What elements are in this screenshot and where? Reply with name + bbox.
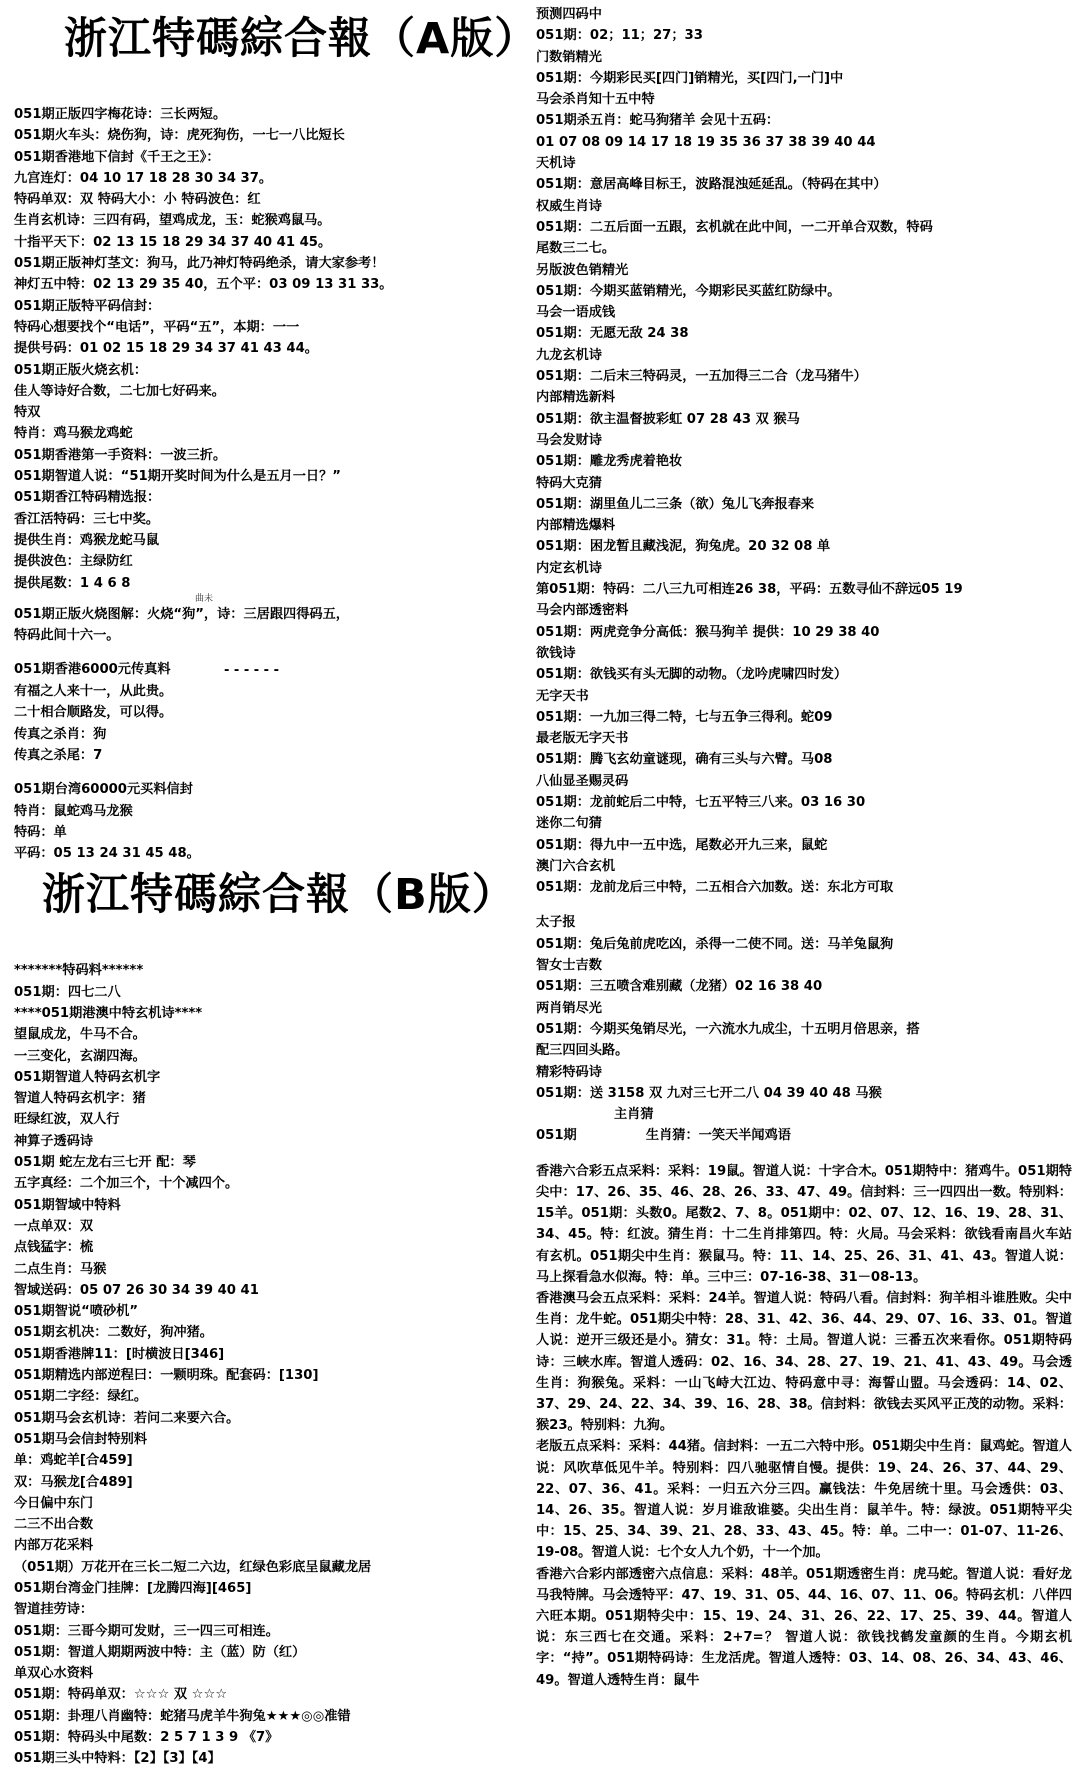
dash-separator: - - - - - -	[224, 663, 280, 679]
text-line: 提供波色：主绿防红	[14, 554, 133, 570]
right-top-section	[536, 0, 1072, 898]
report-paragraph: 香港六合彩五点采料：采料：19鼠。智道人说：十字合木。051期特中：猪鸡牛。051期特尖中：17、26、35、46、28、26、33、47、49。信封料：三一四四出一数。特别料：15羊。051期：头数0。尾数2、7、8。051期中：02、07、12、16、19、28、31、34、45。特：红波。猜生肖：十二生肖排第四。特：火局。马会采料：欲钱看南昌火车站有玄机。051期尖中生肖：猴鼠马。特：11、14、25、26、31、41、43。智道人说：马上探看急水似海。特：单。三中三：07-16-38、31－08-13。	[536, 1163, 1072, 1285]
text-line: 051期：兔后兔前虎吃凶，杀得一二使不同。送：马羊兔鼠狗	[536, 936, 894, 952]
text-line: 051期智说“喷砂机”	[14, 1304, 138, 1320]
edition-b-title: 浙江特碼綜合報（B版）	[42, 870, 516, 921]
edition-a-body	[14, 104, 512, 594]
text-line: 九宫连灯：04 10 17 18 28 30 34 37。	[14, 170, 273, 186]
text-line: 二三不出合数	[14, 1517, 94, 1533]
text-line: 八仙显圣赐灵码	[536, 773, 629, 789]
text-line: 澳门六合玄机	[536, 858, 616, 874]
text-line: 配三四回头路。	[536, 1043, 629, 1059]
text-line: 051期：湖里鱼儿二三条（欲）兔儿飞奔报春来	[536, 496, 815, 512]
text-line: 两肖销尽光	[536, 1000, 602, 1016]
edition-a-fire-section	[14, 604, 512, 647]
text-line: 平码：05 13 24 31 45 48。	[14, 846, 200, 862]
text-line: 单双心水资料	[14, 1666, 94, 1682]
text-line: 精彩特码诗	[536, 1064, 602, 1080]
text-line: 051期：四七二八	[14, 984, 121, 1000]
text-line: 051期玄机决：二数好，狗冲猪。	[14, 1325, 213, 1341]
edition-a-fax-section	[14, 659, 512, 766]
text-line: 051期：雕龙秀虎着艳妆	[536, 454, 683, 470]
text-line: 051期正版神灯茎文：狗马，此乃神灯特码绝杀，请大家参考！	[14, 256, 385, 272]
text-line: ****051期港澳中特玄机诗****	[14, 1005, 203, 1021]
text-line: 内定玄机诗	[536, 560, 602, 576]
text-line: 051期马会信封特别料	[14, 1431, 148, 1447]
text-line: 051期：特码头中尾数：2 5 7 1 3 9 《7》	[14, 1730, 279, 1746]
report-paragraph: 香港澳马会五点采料：采料：24羊。智道人说：特码八看。信封料：狗羊相斗谁胜败。尖中生肖：龙牛蛇。051期尖中特：28、31、42、36、44、29、07、16、33、01。智道人说：逆开三级还是小。猜女：31。特：土局。智道人说：三番五次来看你。051期特码诗：三峡水库。智道人透码：02、16、34、28、27、19、21、41、43、49。马会透生肖：狗猴兔。采料：一山飞峙大江边、特码意中寻：海誓山盟。马会透码：14、02、37、29、24、22、34、39、16、28、38。信封料：欲钱去买风平正茂的动物。采料：猴23。特别料：九狗。	[536, 1290, 1072, 1434]
text-line: 香江活特码：三七中奖。	[14, 511, 160, 527]
text-line: 权威生肖诗	[536, 198, 602, 214]
text-line: 051期：今期买蓝销精光，今期彩民买蓝红防绿中。	[536, 283, 841, 299]
text-line: 智道人特码玄机字：猪	[14, 1091, 146, 1107]
text-line: 特码单双：双 特码大小：小 特码波色：红	[14, 192, 261, 208]
text-line: 特双	[14, 405, 41, 421]
text-line: 生肖玄机诗：三四有码，望鸡成龙，玉：蛇猴鸡鼠马。	[14, 213, 331, 229]
text-line: 一三变化，玄湖四海。	[14, 1048, 146, 1064]
text-line: 特肖：鸡马猴龙鸡蛇	[14, 426, 133, 442]
text-line: 051期智道人说：“51期开奖时间为什么是五月一日？”	[14, 469, 341, 485]
text-line: 051期：送 3158 双 九对三七开二八 04 39 40 48 马猴	[536, 1085, 882, 1101]
text-line: 提供号码：01 02 15 18 29 34 37 41 43 44。	[14, 341, 318, 357]
text-line: 马会内部透密料	[536, 603, 629, 619]
text-line: 051期：无愿无敌 24 38	[536, 326, 689, 342]
text-line: 051期正版火烧图解：火烧“狗”，诗：三居跟四得码五，	[14, 606, 349, 622]
text-line: 特码：单	[14, 824, 67, 840]
text-line: 051期：两虎竞争分高低：猴马狗羊 提供：10 29 38 40	[536, 624, 880, 640]
text-line: 051期正版特平码信封：	[14, 298, 161, 314]
text-line: 051期正版四字梅花诗：三长两短。	[14, 107, 227, 122]
text-line: 智域送码：05 07 26 30 34 39 40 41	[14, 1282, 259, 1298]
text-line: 051期：二后末三特码灵，一五加得三二合（龙马猪牛）	[536, 369, 867, 385]
sub-line-text: 生肖猜：一笑天半闻鸡语	[645, 1128, 791, 1144]
text-line: 迷你二句猜	[536, 816, 602, 832]
edition-a-taiwan-section	[14, 779, 512, 864]
right-mid-section	[536, 912, 1072, 1104]
text-line: 最老版无字天书	[536, 731, 629, 747]
text-line: 另版波色销精光	[536, 262, 629, 278]
text-line: 051期：卦理八肖幽特：蛇猪马虎羊牛狗兔★★★◎◎准错	[14, 1708, 351, 1724]
text-line: 051期：龙前蛇后二中特，七五平特三八来。03 16 30	[536, 794, 866, 810]
text-line: 051期香港牌11：[时横波日[346]	[14, 1346, 225, 1362]
text-line: 望鼠成龙，牛马不合。	[14, 1027, 146, 1043]
text-line: 马会发财诗	[536, 432, 602, 448]
text-line: 二十相合顺路发，可以得。	[14, 705, 173, 721]
text-line: 051期香港6000元传真料	[14, 662, 171, 678]
text-line: 神灯五中特：02 13 29 35 40，五个平：03 09 13 31 33。	[14, 277, 393, 293]
text-line: 051期杀五肖：蛇马狗猪羊 会见十五码：	[536, 113, 780, 129]
text-line: 051期：智道人期期两波中特：主（蓝）防（红）	[14, 1644, 306, 1660]
text-line: 051期：三哥今期可发财，三一四三可相连。	[14, 1623, 279, 1639]
text-line: 051期二字经：绿红。	[14, 1389, 148, 1405]
text-line: 051期：欲主温督披彩虹 07 28 43 双 猴马	[536, 411, 800, 427]
text-line: 051期精选内部逆程曰：一颗明珠。配套码：[130]	[14, 1368, 319, 1384]
text-line: 无字天书	[536, 688, 589, 704]
text-line: 内部精选新料	[536, 390, 616, 406]
text-line: 051期智域中特料	[14, 1197, 121, 1213]
left-column	[14, 0, 539, 1767]
text-line: 有福之人来十一，从此贵。	[14, 683, 173, 699]
text-line: *******特码料******	[14, 963, 144, 979]
text-line: 传真之杀尾：7	[14, 747, 103, 763]
text-line: 双：马猴龙[合489]	[14, 1474, 133, 1490]
sub-line-zodiac	[536, 1125, 1072, 1146]
text-line: 051期台湾60000元买料信封	[14, 782, 193, 798]
text-line: 051期：三五喷含难别藏（龙猪）02 16 38 40	[536, 979, 823, 995]
text-line: 051期三头中特料：【2】【3】【4】	[14, 1751, 221, 1767]
text-line: 今日偏中东门	[14, 1495, 94, 1511]
text-line: 特码此间十六一。	[14, 628, 120, 644]
text-line: 二点生肖：马猴	[14, 1261, 107, 1277]
text-line: 051期：一九加三得二特，七与五争三得利。蛇09	[536, 709, 833, 725]
text-line: 051期马会玄机诗：若问二来要六合。	[14, 1410, 240, 1426]
text-line: 太子报	[536, 915, 576, 931]
text-line: 第051期：特码：二八三九可相连26 38，平码：五数寻仙不辞远05 19	[536, 582, 963, 598]
sub-line-label: 051期	[536, 1128, 577, 1144]
text-line: 神算子透码诗	[14, 1133, 94, 1149]
text-line: 马会杀肖知十五中特	[536, 92, 655, 108]
sub-heading-zodiac: 主肖猜	[614, 1107, 654, 1123]
text-line: 051期正版火烧玄机：	[14, 362, 148, 378]
text-line: 051期：二五后面一五跟，玄机就在此中间，一二开单合双数，特码	[536, 219, 933, 235]
text-line: 051期 蛇左龙右三七开 配：琴	[14, 1155, 196, 1171]
edition-a-title: 浙江特碼綜合報（A版）	[64, 14, 539, 64]
edition-b-body	[14, 960, 512, 1769]
text-line: 051期：今期彩民买[四门]销精光，买[四门,一门]中	[536, 70, 844, 86]
text-line: 特码心想要找个“电话”，平码“五”，本期：一一	[14, 319, 300, 335]
text-line: 十指平天下：02 13 15 18 29 34 37 40 41 45。	[14, 234, 332, 250]
text-line: 九龙玄机诗	[536, 347, 602, 363]
text-line: 051期香港第一手资料：一波三折。	[14, 447, 227, 463]
text-line: 051期：02；11；27；33	[536, 28, 703, 44]
right-column	[536, 0, 1072, 1686]
text-line: 尾数三二七。	[536, 241, 616, 257]
text-line: 051期：困龙暂且藏浅泥，狗兔虎。20 32 08 单	[536, 539, 831, 555]
right-bottom-section	[536, 1161, 1072, 1691]
text-line: 天机诗	[536, 156, 576, 172]
text-line: 051期：得九中一五中选，尾数必开九三来，鼠蛇	[536, 837, 828, 853]
text-line: 五字真经：二个加三个，十个减四个。	[14, 1176, 239, 1192]
text-line: 智道挂劳诗：	[14, 1602, 94, 1618]
report-paragraph: 香港六合彩内部透密六点信息：采料：48羊。051期透密生肖：虎马蛇。智道人说：看好龙马我特牌。马会透特平：47、19、31、05、44、16、07、11、06。特码玄机：八伴四六旺本期。051期特尖中：15、19、24、31、26、22、17、25、39、44。智道人说：东三西七在交通。采料：2+7=？ 智道人说：欲钱找鹤发童颜的生肖。今期玄机字：“持”。051期特码诗：生龙活虎。智道人透特：03、14、08、26、34、43、46、49。智道人透特生肖：鼠牛	[536, 1566, 1072, 1688]
text-line: 051期：欲钱买有头无脚的动物。（龙吟虎啸四时发）	[536, 667, 848, 683]
text-line: 特肖：鼠蛇鸡马龙猴	[14, 803, 133, 819]
text-line: 智女士吉数	[536, 958, 602, 974]
text-line: 提供尾数：1 4 6 8	[14, 575, 131, 591]
text-line: 门数销精光	[536, 49, 602, 65]
text-line: 051期台湾金门挂牌：[龙腾四海][465]	[14, 1581, 252, 1596]
text-line: 051期：龙前龙后三中特，二五相合六加数。送：东北方可取	[536, 880, 894, 896]
text-line: 预测四码中	[536, 7, 602, 22]
text-line: 051期香港地下信封《千王之王》：	[14, 149, 220, 165]
text-line: （051期）万花开在三长二短二六边，红绿色彩底呈鼠藏龙居	[14, 1559, 372, 1575]
text-line: 传真之杀肖：狗	[14, 726, 107, 742]
text-line: 051期香江特码精选报：	[14, 490, 161, 506]
text-line: 内部万花采料	[14, 1538, 94, 1554]
text-line: 051期火车头：烧伤狗，诗：虎死狗伤，一七一八比短长	[14, 128, 345, 144]
text-line: 马会一语成钱	[536, 305, 616, 321]
report-paragraph: 老版五点采料：采料：44猪。信封料：一五二六特中形。051期尖中生肖：鼠鸡蛇。智道人说：风吹草低见牛羊。特别料：四八驰驱情自慢。提供：19、24、26、37、44、29、22、07、36、41。采料：一归五六分三四。赢钱法：牛免居统十里。马会透供：03、14、26、35。智道人说：岁月谁敌谁婆。尖出生肖：鼠羊牛。特：绿波。051期特平尖中：15、25、34、39、21、28、33、43、45。特：单。二中一：01-07、11-26、19-08。智道人说：七个女人九个奶，十一个加。	[536, 1439, 1072, 1561]
text-line: 提供生肖：鸡猴龙蛇马鼠	[14, 532, 160, 548]
text-line: 点钱猛字：梳	[14, 1240, 94, 1256]
text-line: 特码大克猜	[536, 475, 602, 491]
text-line: 欲钱诗	[536, 645, 576, 661]
text-line: 051期：特码单双：☆☆☆ 双 ☆☆☆	[14, 1687, 228, 1703]
text-line: 旺绿红波，双人行	[14, 1112, 120, 1128]
text-line: 单：鸡蛇羊[合459]	[14, 1453, 133, 1469]
text-line: 内部精选爆料	[536, 518, 616, 534]
text-line: 一点单双：双	[14, 1218, 94, 1234]
text-line: 051期：腾飞玄幼童谜现，确有三头与六臂。马08	[536, 752, 833, 768]
text-line: 051期：今期买兔销尽光，一六流水九成尘，十五明月倍思亲，搭	[536, 1021, 920, 1037]
text-line: 01 07 08 09 14 17 18 19 35 36 37 38 39 40 44	[536, 134, 876, 150]
text-line: 051期智道人特码玄机字	[14, 1069, 161, 1085]
small-mark: 曲未	[194, 593, 213, 604]
text-line: 051期：意居高峰目标王，波路混浊延延乱。（特码在其中）	[536, 177, 887, 193]
text-line: 佳人等诗好合数，二七加七好码来。	[14, 383, 225, 399]
